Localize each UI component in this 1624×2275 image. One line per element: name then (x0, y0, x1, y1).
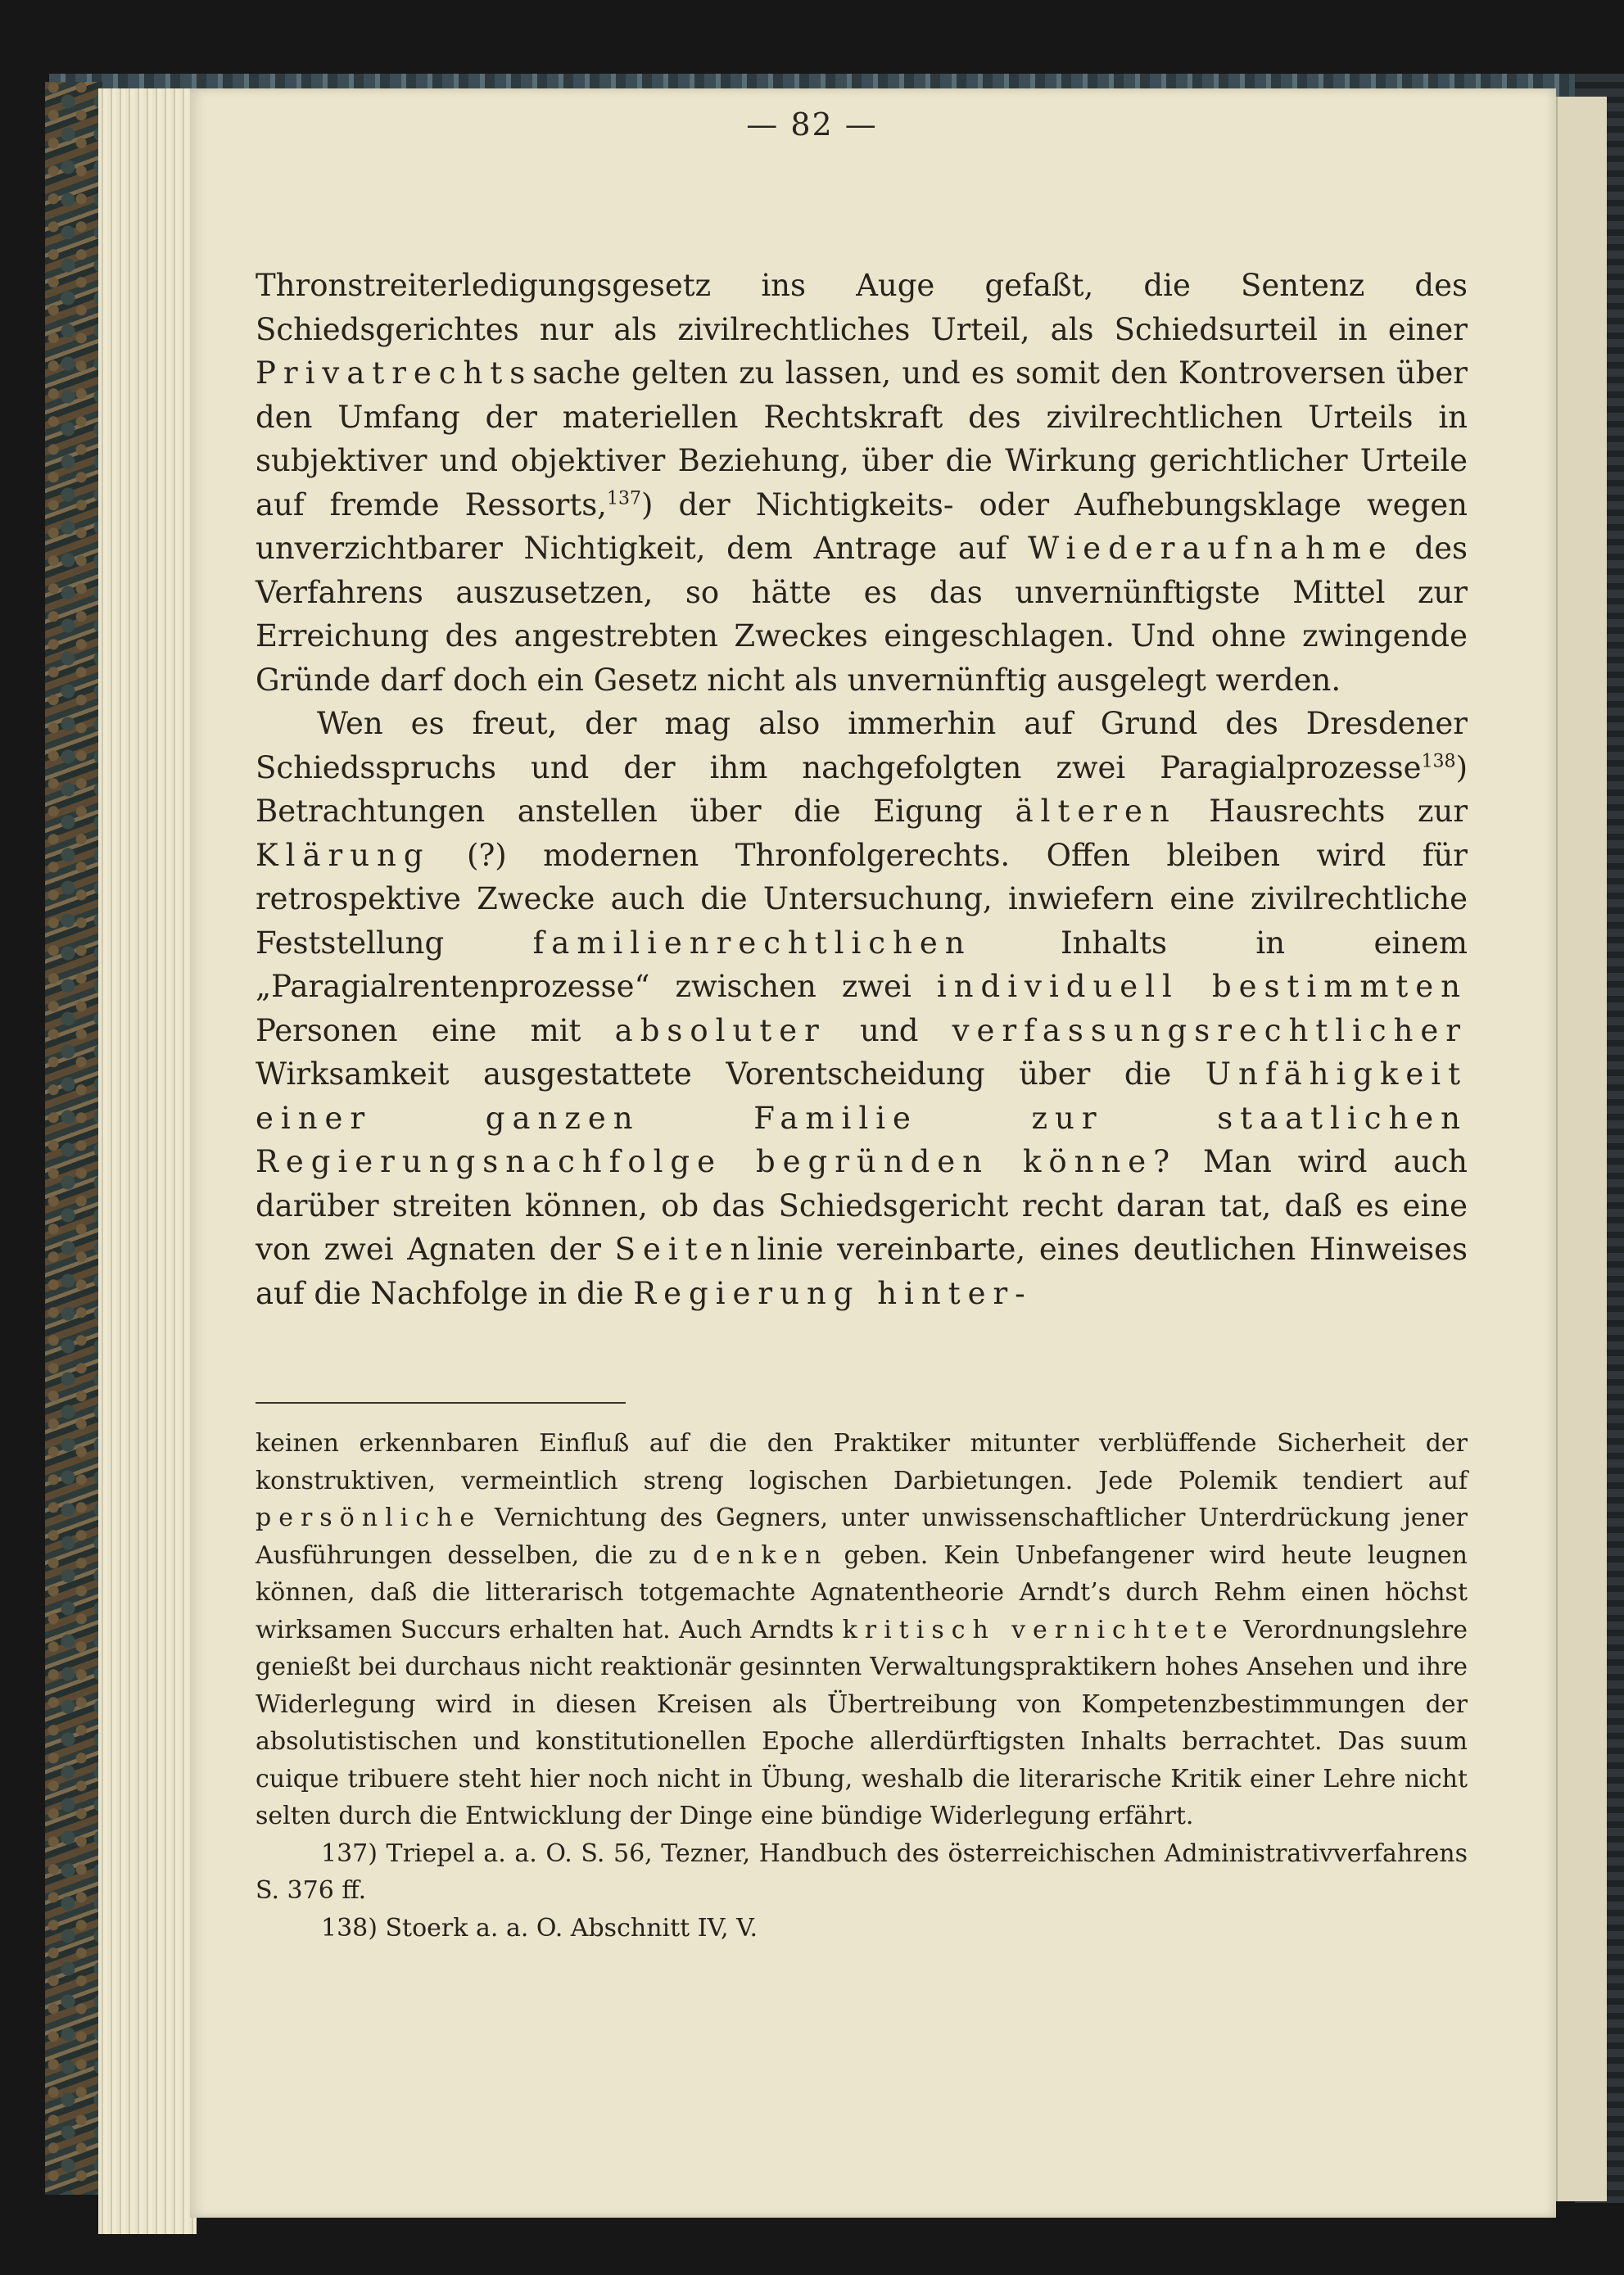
spaced-emphasis: individuell bestimmten (936, 969, 1468, 1004)
spaced-emphasis: Regierung hinter- (633, 1275, 1033, 1311)
spaced-emphasis: familienrechtlichen (532, 925, 972, 961)
footnote-138: 138) Stoerk a. a. O. Abschnitt IV, V. (321, 1913, 758, 1943)
paragraph-2: Wen es freut, der mag also immerhin auf Grund des Dresdener Schiedsspruchs und der ihm nachgefolgten zwei Paragialprozesse$^{138}$) Betrachtungen anstellen über die Eigung älteren Hausrechts zur Klärung (?) modernen Thronfolgerechts. Offen bleiben wird für retrospektive Zwecke auch die Untersuchung, inwiefern eine zivilrechtliche Feststellung familienrechtlichen Inhalts in einem „Paragialrentenprozesse“ zwischen zwei individuell bestimmten Personen eine mit absoluter und verfassungsrechtlicher Wirksamkeit ausgestattete Vorentscheidung über die Unfähigkeit einer ganzen Familie zur staatlichen Regierungsnachfolge begründen könne? Man wird auch darüber streiten können, ob das Schiedsgericht recht daran tat, daß es eine von zwei Agnaten der Seitenlinie vereinbarte, eines deutlichen Hinweises auf die Nachfolge in die Regierung hinter- (256, 706, 1468, 1311)
footnotes (256, 1425, 1468, 1947)
marbled-cover-board (45, 82, 102, 2195)
spaced-emphasis: denken (692, 1540, 829, 1570)
spaced-emphasis: Wiederaufnahme (1028, 531, 1394, 566)
footnote-separator (256, 1402, 626, 1404)
footnote-137: 137) Triepel a. a. O. S. 56, Tezner, Handbuch des österreichischen Administrativverfahrens S. 376 ff. (256, 1839, 1468, 1905)
spaced-emphasis: älteren (1015, 794, 1177, 829)
spaced-emphasis: absoluter (614, 1012, 826, 1048)
spaced-emphasis: Unfähigkeit einer ganzen Familie zur staatlichen Regierungsnachfolge begründen könne? (256, 1056, 1468, 1179)
spaced-emphasis: Klärung (256, 837, 431, 873)
footnote-ref-137: 137 (606, 488, 641, 509)
spaced-emphasis: kritisch vernichtete (842, 1615, 1235, 1644)
facing-page-edge (1556, 97, 1607, 2201)
page-stack-edges (98, 88, 197, 2234)
footnote-continued: keinen erkennbaren Einfluß auf die den Praktiker mitunter verblüffende Sicherheit der konstruktiven, vermeintlich streng logischen Darbietungen. Jede Polemik tendiert auf persönliche Vernichtung des Gegners, unter unwissenschaftlicher Unterdrückung jener Ausführungen desselben, die zu denken geben. Kein Unbefangener wird heute leugnen können, daß die litterarisch totgemachte Agnatentheorie Arndt’s durch Rehm einen höchst wirksamen Succurs erhalten hat. Auch Arndts kritisch vernichtete Verordnungslehre genießt bei durchaus nicht reaktionär gesinnten Verwaltungspraktikern hohes Ansehen und ihre Widerlegung wird in diesen Kreisen als Übertreibung von Kompetenzbestimmungen der absolutistischen und konstitutionellen Epoche allerdürftigsten Inhalts berrachtet. Das suum cuique tribuere steht hier noch nicht in Übung, weshalb die literarische Kritik einer Lehre nicht selten durch die Entwicklung der Dinge eine bündige Widerlegung erfährt. (256, 1429, 1468, 1830)
footnote-ref-138: 138 (1421, 751, 1456, 772)
spaced-emphasis: Privatrechts (256, 355, 533, 391)
paragraph-1: Thronstreiterledigungsgesetz ins Auge gefaßt, die Sentenz des Schiedsgerichtes nur als zivilrechtliches Urteil, als Schiedsurteil in einer Privatrechtssache gelten zu lassen, und es somit den Kontroversen über den Umfang der materiellen Rechtskraft des zivilrechtlichen Urteils in subjektiver und objektiver Beziehung, über die Wirkung gerichtlicher Urteile auf fremde Ressorts,$^{137}$) der Nichtigkeits- oder Aufhebungsklage wegen unverzichtbarer Nichtigkeit, dem Antrage auf Wiederaufnahme des Verfahrens auszusetzen, so hätte es das unvernünftigste Mittel zur Erreichung des angestrebten Zweckes eingeschlagen. Und ohne zwingende Gründe darf doch ein Gesetz nicht als unvernünftig ausgelegt werden. (256, 268, 1468, 698)
page-number: — 82 — (746, 106, 878, 142)
main-text (256, 264, 1468, 1315)
spaced-emphasis: verfassungsrechtlicher (952, 1012, 1468, 1048)
spaced-emphasis: Seiten (614, 1232, 758, 1267)
spaced-emphasis: persönliche (256, 1504, 482, 1532)
